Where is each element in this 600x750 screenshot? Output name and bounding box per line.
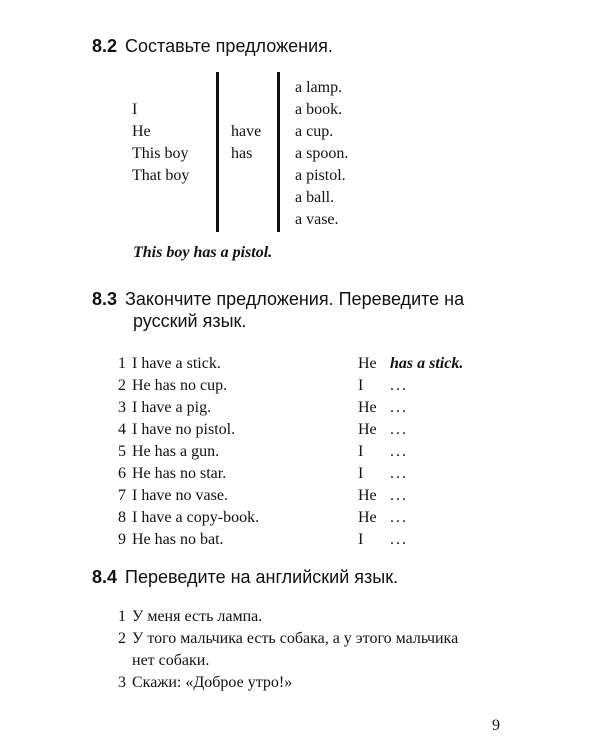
item-left-sentence: I have no vase. bbox=[132, 487, 228, 504]
answer-subject: I bbox=[358, 443, 364, 460]
item-number: 7 bbox=[118, 487, 126, 504]
answer-subject: He bbox=[358, 487, 377, 504]
answer-subject: He bbox=[358, 421, 377, 438]
list-item bbox=[112, 628, 458, 650]
exercise-8-4-heading bbox=[92, 567, 398, 588]
item-left-sentence: He has a gun. bbox=[132, 443, 220, 460]
subject-item: He bbox=[132, 123, 151, 140]
list-item-answer bbox=[358, 419, 408, 441]
item-number: 1 bbox=[118, 608, 126, 625]
list-item bbox=[112, 397, 211, 419]
answer-subject: I bbox=[358, 465, 364, 482]
list-item-answer bbox=[358, 463, 408, 485]
list-item bbox=[112, 529, 224, 551]
exercise-8-3-number: 8.3 bbox=[92, 289, 118, 309]
exercise-8-3-title-line1: Закончите предложения. Переведите на bbox=[125, 289, 465, 309]
item-number: 2 bbox=[118, 377, 126, 394]
item-text: Скажи: «Доброе утро!» bbox=[132, 674, 293, 691]
answer-blank: ... bbox=[390, 443, 408, 460]
exercise-8-3-title-line2: русский язык. bbox=[133, 311, 247, 331]
object-item: a pistol. bbox=[295, 167, 346, 184]
item-text: У меня есть лампа. bbox=[132, 608, 263, 625]
item-left-sentence: I have a copy-book. bbox=[132, 509, 260, 526]
verb-item: has bbox=[231, 145, 253, 162]
object-item: a lamp. bbox=[295, 79, 343, 96]
item-number: 1 bbox=[118, 355, 126, 372]
item-number: 9 bbox=[118, 531, 126, 548]
list-item-answer bbox=[358, 441, 408, 463]
list-item bbox=[112, 485, 228, 507]
subject-item: This boy bbox=[132, 145, 189, 162]
object-item: a book. bbox=[295, 101, 343, 118]
item-left-sentence: I have a pig. bbox=[132, 399, 212, 416]
list-item bbox=[112, 419, 235, 441]
answer-blank: ... bbox=[390, 465, 408, 482]
list-item bbox=[112, 606, 262, 628]
list-item-answer bbox=[358, 529, 408, 551]
object-item: a vase. bbox=[295, 211, 339, 228]
item-left-sentence: He has no star. bbox=[132, 465, 227, 482]
item-number: 8 bbox=[118, 509, 126, 526]
answer-subject: He bbox=[358, 399, 377, 416]
answer-blank: ... bbox=[390, 531, 408, 548]
verb-item: have bbox=[231, 123, 262, 140]
table-divider-left bbox=[216, 72, 219, 232]
exercise-8-3-heading bbox=[92, 288, 464, 332]
list-item-answer bbox=[358, 353, 463, 375]
item-number: 5 bbox=[118, 443, 126, 460]
list-item bbox=[112, 463, 226, 485]
item-left-sentence: He has no bat. bbox=[132, 531, 224, 548]
item-text: У того мальчика есть собака, а у этого мальчика bbox=[132, 630, 459, 647]
answer-blank: ... bbox=[390, 487, 408, 504]
exercise-8-4-number: 8.4 bbox=[92, 567, 118, 587]
item-number: 2 bbox=[118, 630, 126, 647]
list-item-answer bbox=[358, 507, 408, 529]
answer-blank: ... bbox=[390, 399, 408, 416]
item-left-sentence: I have a stick. bbox=[132, 355, 221, 372]
list-item-continuation: нет собаки. bbox=[132, 652, 210, 669]
exercise-8-2-number: 8.2 bbox=[92, 36, 118, 56]
list-item bbox=[112, 441, 219, 463]
item-left-sentence: He has no cup. bbox=[132, 377, 228, 394]
page-number: 9 bbox=[492, 717, 500, 734]
answer-blank: ... bbox=[390, 509, 408, 526]
list-item bbox=[112, 507, 259, 529]
item-number: 3 bbox=[118, 674, 126, 691]
table-divider-right bbox=[277, 72, 280, 232]
exercise-8-2-heading bbox=[92, 36, 333, 57]
answer-completion: has a stick. bbox=[390, 355, 464, 372]
verbs-column bbox=[231, 121, 261, 165]
object-item: a spoon. bbox=[295, 145, 349, 162]
subject-item: I bbox=[132, 101, 138, 118]
subject-item: That boy bbox=[132, 167, 190, 184]
exercise-8-2-title: Составьте предложения. bbox=[125, 36, 333, 56]
exercise-8-4-title: Переведите на английский язык. bbox=[125, 567, 399, 587]
item-number: 4 bbox=[118, 421, 126, 438]
object-item: a cup. bbox=[295, 123, 334, 140]
object-item: a ball. bbox=[295, 189, 335, 206]
subjects-column bbox=[132, 99, 189, 187]
answer-blank: ... bbox=[390, 421, 408, 438]
objects-column bbox=[295, 77, 348, 231]
item-number: 3 bbox=[118, 399, 126, 416]
item-left-sentence: I have no pistol. bbox=[132, 421, 236, 438]
answer-subject: He bbox=[358, 509, 377, 526]
list-item-answer bbox=[358, 397, 408, 419]
example-sentence: This boy has a pistol. bbox=[133, 244, 273, 261]
answer-subject: I bbox=[358, 377, 364, 394]
answer-blank: ... bbox=[390, 377, 408, 394]
item-number: 6 bbox=[118, 465, 126, 482]
list-item bbox=[112, 672, 292, 694]
list-item-answer bbox=[358, 485, 408, 507]
answer-subject: I bbox=[358, 531, 364, 548]
list-item bbox=[112, 353, 221, 375]
list-item-answer bbox=[358, 375, 408, 397]
answer-subject: He bbox=[358, 355, 377, 372]
list-item bbox=[112, 375, 227, 397]
